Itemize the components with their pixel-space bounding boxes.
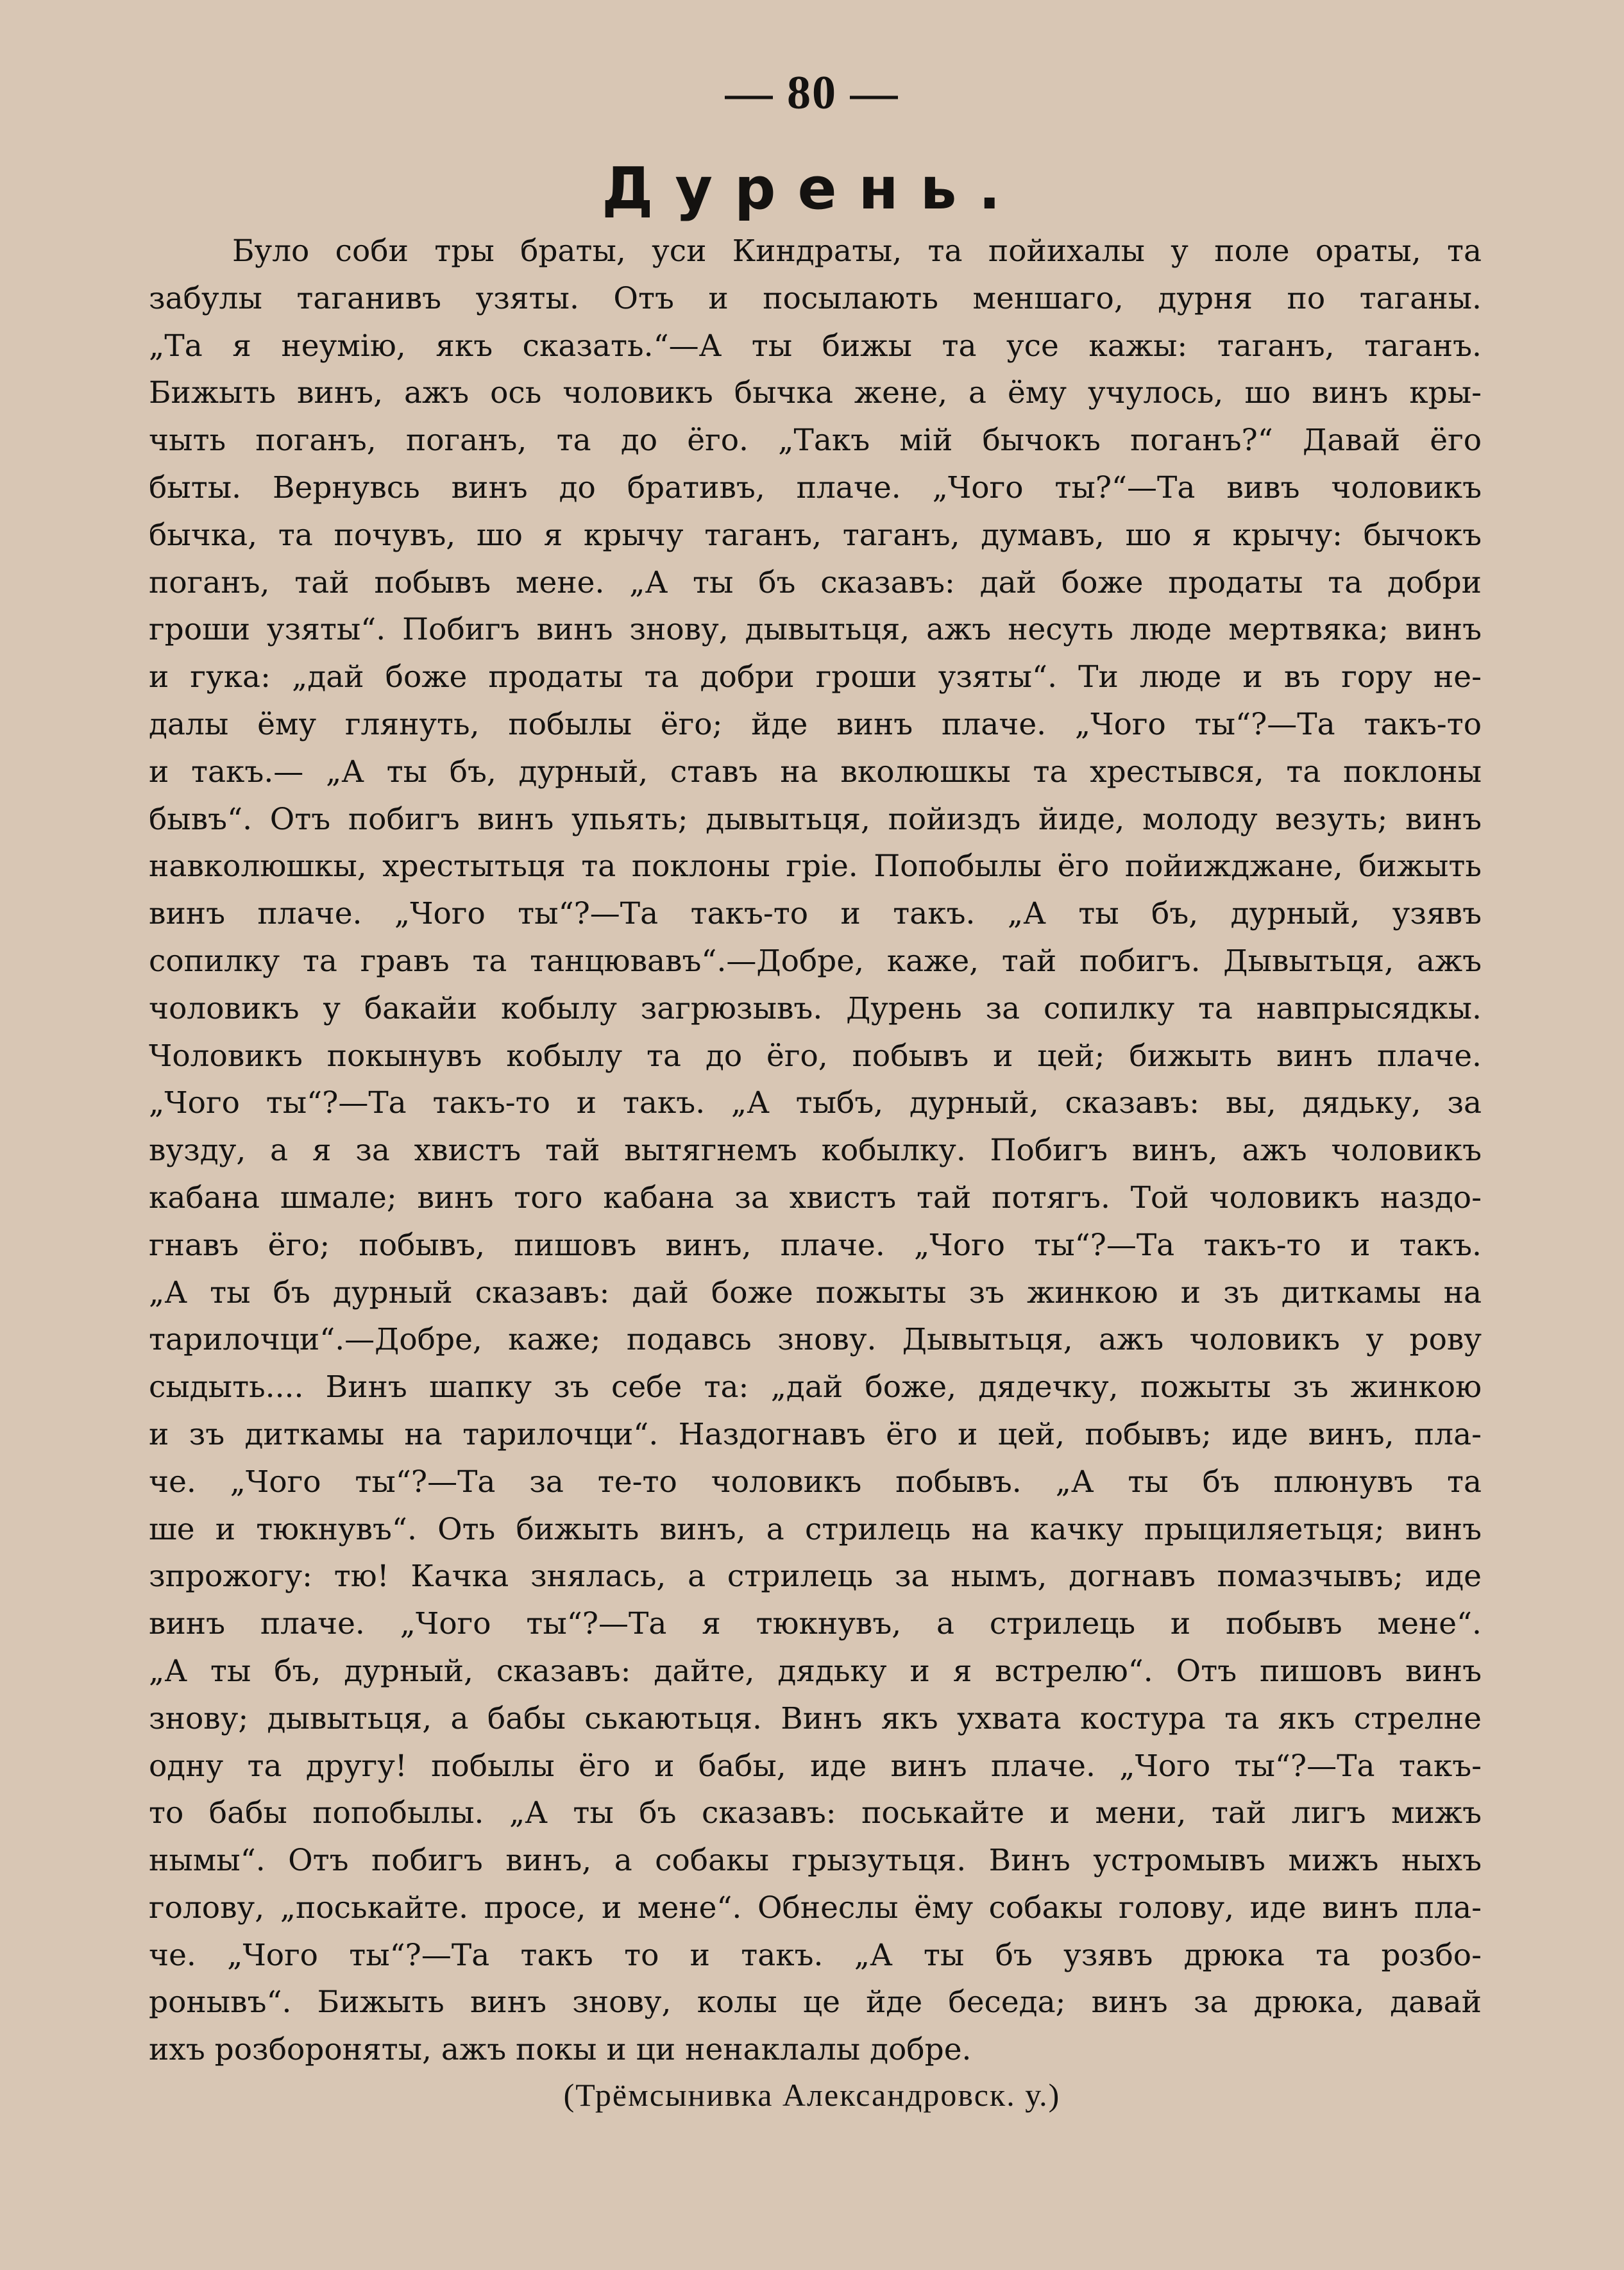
text-line: ронывъ“. Бижыть винъ знову, колы це йде беседа; винъ за дрюка, давай [149, 1985, 1482, 2020]
text-line: бычка, та почувъ, шо я крычу таганъ, таганъ, думавъ, шо я крычу: бычокъ [149, 517, 1482, 553]
text-line: че. „Чого ты“?—Та за те-то чоловикъ побывъ. „А ты бъ плюнувъ та [149, 1464, 1482, 1500]
text-line: и гука: „дай боже продаты та добри гроши узяты“. Ти люде и въ гору не- [149, 659, 1482, 695]
text-line: бывъ“. Отъ побигъ винъ упьять; дывытьця, пойиздъ йиде, молоду везуть; винъ [149, 801, 1482, 837]
text-line: винъ плаче. „Чого ты“?—Та такъ-то и такъ. „А ты бъ, дурный, узявъ [149, 896, 1482, 932]
text-line: одну та другу! побылы ёго и бабы, иде винъ плаче. „Чого ты“?—Та такъ- [149, 1748, 1482, 1784]
text-line: Бижыть винъ, ажъ ось чоловикъ бычка жене, а ёму учулось, шо винъ кры- [149, 375, 1482, 411]
text-line: че. „Чого ты“?—Та такъ то и такъ. „А ты бъ узявъ дрюка та розбо- [149, 1937, 1482, 1973]
story-title: Дурень. [602, 155, 1022, 223]
text-line: голову, „поськайте. просе, и мене“. Обнеслы ёму собакы голову, иде винъ пла- [149, 1890, 1482, 1926]
source-attribution: (Трёмсынивка Александровск. у.) [563, 2077, 1061, 2113]
text-line: „Чого ты“?—Та такъ-то и такъ. „А тыбъ, дурный, сказавъ: вы, дядьку, за [149, 1085, 1482, 1121]
text-line: вузду, а я за хвистъ тай вытягнемъ кобылку. Побигъ винъ, ажъ чоловикъ [149, 1133, 1482, 1169]
text-line: и такъ.— „А ты бъ, дурный, ставъ на вколюшкы та хрестывся, та поклоны [149, 754, 1482, 790]
text-line: забулы таганивъ узяты. Отъ и посылають меншаго, дурня по таганы. [149, 280, 1482, 316]
text-line: знову; дывытьця, а бабы ськаютьця. Винъ якъ ухвата костура та якъ стрелне [149, 1700, 1482, 1736]
text-line: ихъ розбороняты, ажъ покы и ци ненаклалы добре. [149, 2032, 972, 2068]
text-line: тарилочци“.—Добре, каже; подавсь знову. Дывытьця, ажъ чоловикъ у рову [149, 1322, 1482, 1358]
text-line: чоловикъ у бакайи кобылу загрюзывъ. Дурень за сопилку та навпрысядкы. [149, 990, 1482, 1026]
text-line: поганъ, тай побывъ мене. „А ты бъ сказавъ: дай боже продаты та добри [149, 564, 1482, 600]
text-line: далы ёму глянуть, побылы ёго; йде винъ плаче. „Чого ты“?—Та такъ-то [149, 706, 1482, 742]
page-number: — 80 — [725, 67, 899, 119]
text-line: сыдыть.... Винъ шапку зъ себе та: „дай боже, дядечку, пожыты зъ жинкою [149, 1369, 1482, 1405]
text-line: и зъ диткамы на тарилочци“. Наздогнавъ ёго и цей, побывъ; иде винъ, пла- [149, 1416, 1482, 1452]
text-line: зпрожогу: тю! Качка знялась, а стрилець за нымъ, догнавъ помазчывъ; иде [149, 1559, 1482, 1595]
text-line: то бабы попобылы. „А ты бъ сказавъ: поськайте и мени, тай лигъ мижъ [149, 1795, 1482, 1831]
text-line: быты. Вернувсь винъ до бративъ, плаче. „Чого ты?“—Та вивъ чоловикъ [149, 470, 1482, 505]
text-line: гроши узяты“. Побигъ винъ знову, дывытьця, ажъ несуть люде мертвяка; винъ [149, 612, 1482, 648]
text-line: Було соби тры браты, уси Киндраты, та пойихалы у поле ораты, та [232, 233, 1482, 269]
text-line: чыть поганъ, поганъ, та до ёго. „Такъ мій бычокъ поганъ?“ Давай ёго [149, 423, 1482, 459]
text-line: винъ плаче. „Чого ты“?—Та я тюкнувъ, а стрилець и побывъ мене“. [149, 1606, 1482, 1642]
text-line: кабана шмале; винъ того кабана за хвистъ тай потягъ. Той чоловикъ наздо- [149, 1180, 1482, 1215]
text-line: гнавъ ёго; побывъ, пишовъ винъ, плаче. „Чого ты“?—Та такъ-то и такъ. [149, 1227, 1482, 1263]
text-line: Чоловикъ покынувъ кобылу та до ёго, побывъ и цей; бижыть винъ плаче. [149, 1038, 1482, 1074]
text-line: „А ты бъ дурный сказавъ: дай боже пожыты зъ жинкою и зъ диткамы на [149, 1275, 1482, 1310]
text-line: сопилку та гравъ та танцювавъ“.—Добре, каже, тай побигъ. Дывытьця, ажъ [149, 943, 1482, 979]
story-text [149, 228, 1482, 2074]
text-line: „Та я неумію, якъ сказать.“—А ты бижы та усе кажы: таганъ, таганъ. [149, 328, 1482, 364]
text-line: навколюшкы, хрестытьця та поклоны гріе. Попобылы ёго пойижджане, бижыть [149, 849, 1482, 885]
text-line: „А ты бъ, дурный, сказавъ: дайте, дядьку и я встрелю“. Отъ пишовъ винъ [149, 1653, 1482, 1689]
text-line: нымы“. Отъ побигъ винъ, а собакы грызутьця. Винъ устромывъ мижъ ныхъ [149, 1843, 1482, 1879]
text-line: ше и тюкнувъ“. Оть бижыть винъ, а стрилець на качку прыциляетьця; винъ [149, 1511, 1482, 1547]
